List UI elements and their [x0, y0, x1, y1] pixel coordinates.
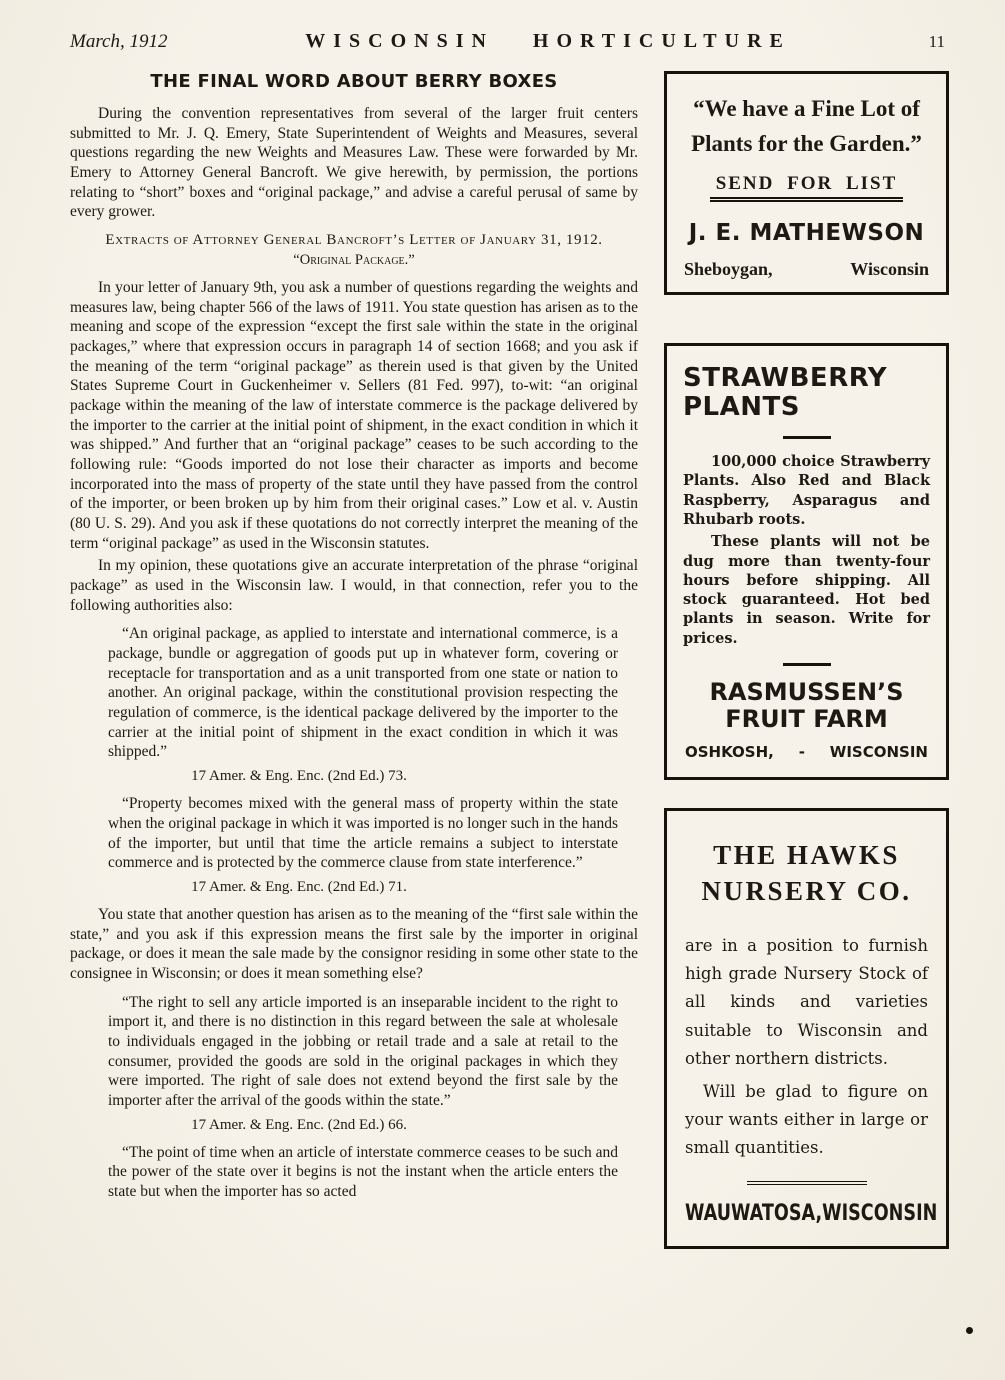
mathewson-state: Wisconsin: [850, 259, 929, 279]
hawks-state: WISCONSIN: [822, 1200, 938, 1226]
ink-spot: [966, 1327, 973, 1334]
mathewson-location: [682, 259, 931, 280]
ad-rasmussen: [664, 343, 949, 780]
mathewson-city: Sheboygan,: [684, 259, 773, 279]
citation-2: 17 Amer. & Eng. Enc. (2nd Ed.) 71.: [191, 878, 407, 895]
hawks-city: WAUWATOSA,: [685, 1200, 823, 1226]
rasmussen-advertiser-name: [683, 679, 930, 733]
rasmussen-name-line2: FRUIT FARM: [725, 704, 888, 733]
legal-quote-2: “Property becomes mixed with the general mass of property within the state when the original package in which it was imported is no longer such in the hands of the importer, but until that time the article remains a subject to interstate commerce and is protected by the commerce clause from state interference.”: [108, 795, 618, 872]
divider: [783, 663, 831, 666]
rasmussen-ad-title: [683, 364, 930, 421]
rasmussen-ad-title-line1: STRAWBERRY: [683, 363, 888, 393]
article-title: THE FINAL WORD ABOUT BERRY BOXES: [150, 71, 558, 92]
send-for-list-cta: [682, 173, 931, 202]
hawks-name-line1: THE HAWKS: [713, 839, 900, 870]
citation-1: 17 Amer. & Eng. Enc. (2nd Ed.) 73.: [191, 768, 407, 785]
legal-quote-4: “The point of time when an article of interstate commerce ceases to be such and the power of the state over it begins is not the instant when the article enters the state but when the importer has so acted: [108, 1143, 618, 1200]
mathewson-advertiser-name: J. E. MATHEWSON: [688, 220, 925, 246]
issue-date: March, 1912: [70, 31, 168, 52]
extracts-heading: Extracts of Attorney General Bancroft’s Letter of January 31, 1912.: [105, 232, 603, 249]
ad-mathewson: [664, 71, 949, 295]
original-package-heading: “Original Package.”: [293, 252, 415, 269]
hawks-name-line2: NURSERY CO.: [701, 876, 912, 907]
rasmussen-state: WISCONSIN: [829, 742, 928, 761]
article-paragraph-first-sale: You state that another question has arisen as to the meaning of the “first sale within the state,” and you ask if this expression means the first sale by the importer in original package, or does it mean the sale made by the consignor residing in some other state to the consignee in Wisconsin; or does it mean something else?: [70, 905, 638, 982]
send-for-list-label: SEND FOR LIST: [710, 173, 904, 202]
rasmussen-body-2: These plants will not be dug more than twenty-four hours before shipping. All stock guaranteed. Hot bed plants in season. Write for prices.: [683, 533, 930, 647]
hawks-location: [685, 1200, 938, 1226]
article-paragraph-intro: During the convention representatives from several of the larger fruit centers submitted to Mr. J. Q. Emery, State Superintendent of Weights and Measures, several questions regarding the new Weights and Measures Law. These were forwarded by Mr. Emery to Attorney General Bancroft. We give herewith, by permission, the portions relating to “short” boxes and “original package,” and advise a careful perusal of same by every grower.: [70, 105, 638, 221]
legal-quote-1: “An original package, as applied to interstate and international commerce, is a package, bundle or aggregation of goods put up in whatever form, covering or receptacle for transportation and as a unit transported from one state or nation to another. An original package, within the constitutional provision respecting the regulation of commerce, is the identical package delivered by the importer to the carrier at the initial point of shipment in the exact condition in which it was shipped.”: [108, 625, 618, 761]
rasmussen-ad-title-line2: PLANTS: [683, 391, 800, 422]
citation-3: 17 Amer. & Eng. Enc. (2nd Ed.) 66.: [191, 1116, 407, 1133]
hawks-body-1: are in a position to furnish high grade Nursery Stock of all kinds and varieties suitable to Wisconsin and other northern districts.: [685, 935, 928, 1069]
rasmussen-name-line1: RASMUSSEN’S: [709, 678, 904, 706]
rasmussen-city: OSHKOSH,: [685, 742, 774, 761]
rasmussen-body-1: 100,000 choice Strawberry Plants. Also Red and Black Raspberry, Asparagus and Rhubarb roots.: [683, 453, 930, 529]
rasmussen-location: [685, 743, 928, 761]
divider: [747, 1181, 867, 1185]
hawks-body-2: Will be glad to figure on your wants either in large or small quantities.: [685, 1081, 928, 1158]
page-columns: [70, 69, 947, 1249]
ad-hawks: [664, 808, 949, 1249]
legal-quote-3: “The right to sell any article imported is an inseparable incident to the right to import it, and there is no distinction in this regard between the sale at wholesale to individuals engaged in the jobbing or retail trade and a sale at retail to the consumer, provided the goods are sold in the original packages in which they were imported. The right of sale does not extend beyond the first sale by the importer after the arrival of the goods within the state.”: [108, 993, 618, 1109]
article-paragraph-letter: In your letter of January 9th, you ask a number of questions regarding the weights and measures law, being chapter 566 of the laws of 1911. You state question has arisen as to the meaning and scope of the expression “except the first sale within the state in the original packages,” where that expression occurs in paragraph 14 of section 1668; and you ask if the meaning of the term “original package” as therein used is that given by the United States Supreme Court in Guckenheimer v. Sellers (81 Fed. 997), to-wit: “an original package within the meaning of the law of interstate commerce is the package delivered by the importer to the carrier at the initial point of shipment, in the exact condition in which it was shipped.” And further that an “original package” ceases to be such according to the following rule: “Goods imported do not lose their character as imports and become incorporated into the mass of property of the state until they have passed from the control of the importer, or been broken up by him from their original cases.” Low et al. v. Austin (80 U. S. 29). And you ask if these quotations do not correctly interpret the meaning of the term “original package” as used in the Wisconsin statutes.: [70, 279, 638, 552]
rasmussen-separator: -: [798, 742, 805, 761]
mathewson-headline: “We have a Fine Lot of Plants for the Garden.”: [691, 96, 922, 156]
advertisement-column: [664, 69, 949, 1249]
masthead: [70, 30, 947, 57]
divider: [783, 436, 831, 439]
page-number: 11: [928, 32, 945, 51]
article: [70, 69, 638, 1249]
hawks-advertiser-name: [685, 837, 928, 910]
publication-title: WISCONSIN HORTICULTURE: [305, 30, 791, 52]
article-paragraph-opinion: In my opinion, these quotations give an accurate interpretation of the phrase “original package” as used in the Wisconsin law. I would, in that connection, refer you to the following authorities also:: [70, 557, 638, 614]
